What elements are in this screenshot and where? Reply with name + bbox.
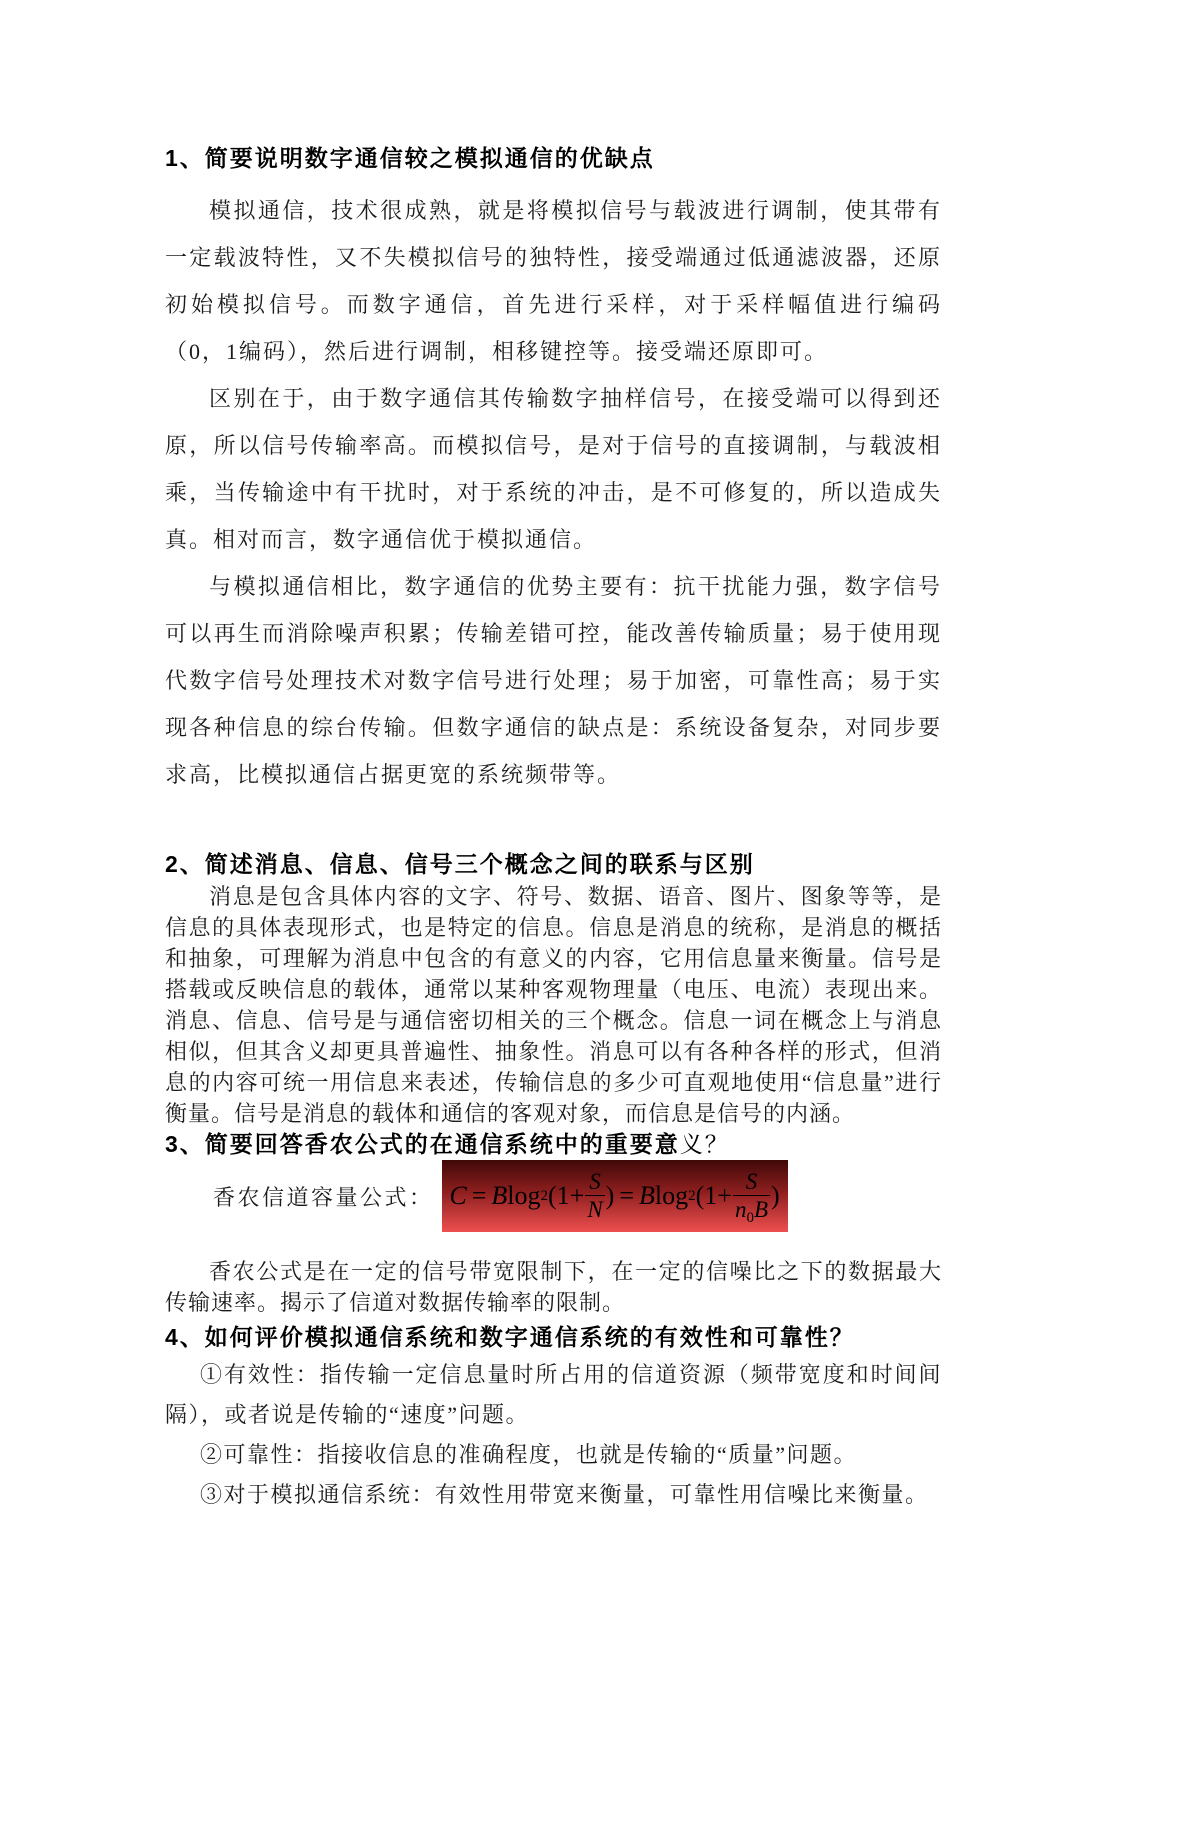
question-2-title: 2、简述消息、信息、信号三个概念之间的联系与区别 (165, 851, 755, 877)
q4-item-3: ③对于模拟通信系统：有效性用带宽来衡量，可靠性用信噪比来衡量。 (200, 1482, 929, 1507)
q1-paragraph-3: 与模拟通信相比，数字通信的优势主要有：抗干扰能力强，数字信号可以再生而消除噪声积累；传输差错可控，能改善传输质量；易于使用现代数字信号处理技术对数字信号进行处理；易于加密，可靠性高；易于实现各种信息的综台传输。但数字通信的缺点是：系统设备复杂，对同步要求高，比模拟通信占据更宽的系统频带等。 (165, 574, 942, 787)
question-3-title-tail: 义？ (679, 1132, 730, 1157)
question-3-section (165, 1129, 942, 1318)
formula-open-paren: (1+ (695, 1181, 732, 1210)
question-3-title-main: 3、简要回答香农公式的在通信系统中的重要意 (165, 1131, 680, 1157)
question-4-title: 4、如何评价模拟通信系统和数字通信系统的有效性和可靠性？ (165, 1324, 855, 1350)
formula-open-paren: (1+ (547, 1181, 585, 1210)
formula-close-paren: ) (605, 1181, 615, 1210)
q1-paragraph-1: 模拟通信，技术很成熟，就是将模拟信号与载波进行调制，使其带有一定载波特性，又不失模拟信号的独特性，接受端通过低通滤波器，还原初始模拟信号。而数字通信，首先进行采样，对于采样幅值进行编码（0，1编码），然后进行调制，相移键控等。接受端还原即可。 (165, 198, 942, 364)
document-page (0, 143, 1190, 1515)
formula-sub-0: 0 (746, 1210, 754, 1226)
formula-var-C: C (449, 1181, 467, 1210)
formula-numerator-S: S (745, 1169, 758, 1195)
formula-var-B: B (491, 1181, 508, 1210)
formula-close-paren: ) (771, 1181, 780, 1210)
formula-log: log (507, 1181, 541, 1210)
formula-label: 香农信道容量公式： (213, 1184, 434, 1210)
question-1-section (165, 143, 942, 798)
q2-paragraph-1: 消息是包含具体内容的文字、符号、数据、语音、图片、图象等等，是信息的具体表现形式，也是特定的信息。信息是消息的统称，是消息的概括和抽象，可理解为消息中包含的有意义的内容，它用信息量来衡量。信号是搭载或反映信息的载体，通常以某种客观物理量（电压、电流）表现出来。消息、信息、信号是与通信密切相关的三个概念。信息一词在概念上与消息相似，但其含义却更具普遍性、抽象性。消息可以有各种各样的形式，但消息的内容可统一用信息来表述，传输信息的多少可直观地使用“信息量”进行衡量。信号是消息的载体和通信的客观对象，而信息是信号的内涵。 (165, 884, 942, 1126)
formula-var-B: B (753, 1197, 769, 1222)
q1-paragraph-2: 区别在于，由于数字通信其传输数字抽样信号，在接受端可以得到还原，所以信号传输率高。而模拟信号，是对于信号的直接调制，与载波相乘，当传输途中有干扰时，对于系统的冲击，是不可修复的，所以造成失真。相对而言，数字通信优于模拟通信。 (165, 386, 942, 552)
formula-fraction-SN (585, 1169, 604, 1223)
shannon-formula-row (213, 1160, 942, 1232)
formula-equals: = (619, 1181, 634, 1210)
q4-item-2: ②可靠性：指接收信息的准确程度，也就是传输的“质量”问题。 (200, 1442, 858, 1467)
formula-numerator-S: S (589, 1169, 601, 1195)
question-4-section (165, 1322, 942, 1515)
formula-var-B: B (639, 1181, 655, 1210)
formula-fraction-SnB (733, 1169, 770, 1226)
q4-item-1: ①有效性：指传输一定信息量时所占用的信道资源（频带宽度和时间间隔），或者说是传输的“速度”问题。 (165, 1362, 942, 1427)
formula-equals: = (471, 1181, 487, 1210)
shannon-formula-highlight-box: C = B log 2 (1+ $\frac{S}{N}$ ) = B log 2 (1+ $\frac{S}{n_0B}$ ) (442, 1160, 788, 1232)
question-1-title: 1、简要说明数字通信较之模拟通信的优缺点 (165, 145, 655, 171)
question-2-section (165, 849, 942, 1129)
formula-denominator-N: N (587, 1197, 603, 1222)
formula-denominator-n0B (733, 1195, 770, 1226)
formula-var-n: n (734, 1197, 747, 1222)
formula-log: log (654, 1181, 689, 1210)
q3-paragraph-1: 香农公式是在一定的信号带宽限制下，在一定的信噪比之下的数据最大传输速率。揭示了信道对数据传输率的限制。 (165, 1259, 942, 1315)
question-3-title (165, 1129, 942, 1160)
